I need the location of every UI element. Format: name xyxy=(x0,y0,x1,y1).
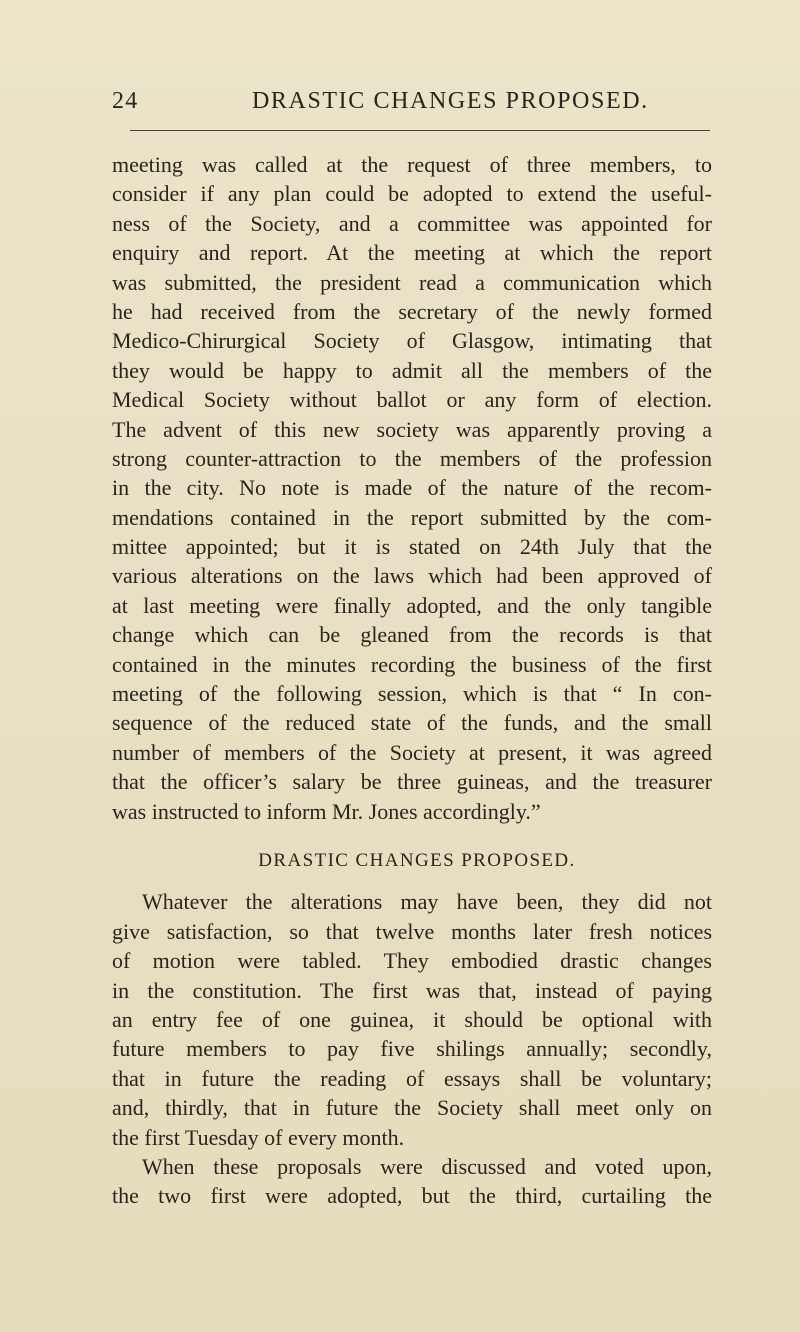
text-line: the first Tuesday of every month. xyxy=(112,1124,405,1150)
text-line: the two first were adopted, but the third, curtailing the xyxy=(112,1183,712,1209)
text-line: contained in the minutes recording the business of the first xyxy=(112,651,712,677)
body-text xyxy=(112,150,712,1211)
text-line: an entry fee of one guinea, it should be optional with xyxy=(112,1006,712,1032)
text-line: strong counter-attraction to the members of the profession xyxy=(112,445,712,471)
text-line: of motion were tabled. They embodied drastic changes xyxy=(112,948,712,974)
text-line: When these proposals were discussed and voted upon, xyxy=(142,1153,712,1179)
page-number: 24 xyxy=(112,88,139,114)
text-line: future members to pay five shilings annually; secondly, xyxy=(112,1036,712,1062)
text-line: he had received from the secretary of the newly formed xyxy=(112,298,712,324)
text-line: number of members of the Society at present, it was agreed xyxy=(112,739,712,765)
text-line: enquiry and report. At the meeting at which the report xyxy=(112,240,712,266)
text-line: was submitted, the president read a communication which xyxy=(112,269,712,295)
text-line: The advent of this new society was apparently proving a xyxy=(112,416,712,442)
text-line: that in future the reading of essays shall be voluntary; xyxy=(112,1065,712,1091)
running-head xyxy=(112,88,712,128)
text-line: mittee appointed; but it is stated on 24th July that the xyxy=(112,534,712,560)
header-rule xyxy=(130,130,710,131)
text-line: meeting was called at the request of three members, to xyxy=(112,152,712,177)
text-line: at last meeting were finally adopted, and the only tangible xyxy=(112,592,712,618)
text-line: and, thirdly, that in future the Society shall meet only on xyxy=(112,1095,712,1121)
text-line: that the officer’s salary be three guineas, and the treasurer xyxy=(112,769,712,795)
paragraph-2 xyxy=(112,887,712,1152)
text-line: in the constitution. The first was that, instead of paying xyxy=(112,977,712,1003)
text-line: various alterations on the laws which had been approved of xyxy=(112,563,712,589)
text-line: sequence of the reduced state of the funds, and the small xyxy=(112,710,712,736)
text-line: they would be happy to admit all the members of the xyxy=(112,357,712,383)
text-line: was instructed to inform Mr. Jones accordingly.” xyxy=(112,798,541,824)
text-line: ness of the Society, and a committee was appointed for xyxy=(112,210,712,236)
text-line: Whatever the alterations may have been, they did not xyxy=(142,889,712,915)
paragraph-1 xyxy=(112,150,712,826)
running-head-title: DRASTIC CHANGES PROPOSED. xyxy=(252,88,649,114)
section-heading: DRASTIC CHANGES PROPOSED. xyxy=(258,849,576,871)
text-line: mendations contained in the report submitted by the com- xyxy=(112,504,712,530)
text-line: in the city. No note is made of the nature of the recom- xyxy=(112,475,712,501)
text-line: meeting of the following session, which is that “ In con- xyxy=(112,681,712,707)
text-line: consider if any plan could be adopted to extend the useful- xyxy=(112,181,712,207)
paragraph-3 xyxy=(112,1152,712,1211)
text-line: change which can be gleaned from the records is that xyxy=(112,622,712,648)
text-line: give satisfaction, so that twelve months later fresh notices xyxy=(112,918,712,944)
text-line: Medico-Chirurgical Society of Glasgow, intimating that xyxy=(112,328,712,354)
text-line: Medical Society without ballot or any form of election. xyxy=(112,387,712,413)
